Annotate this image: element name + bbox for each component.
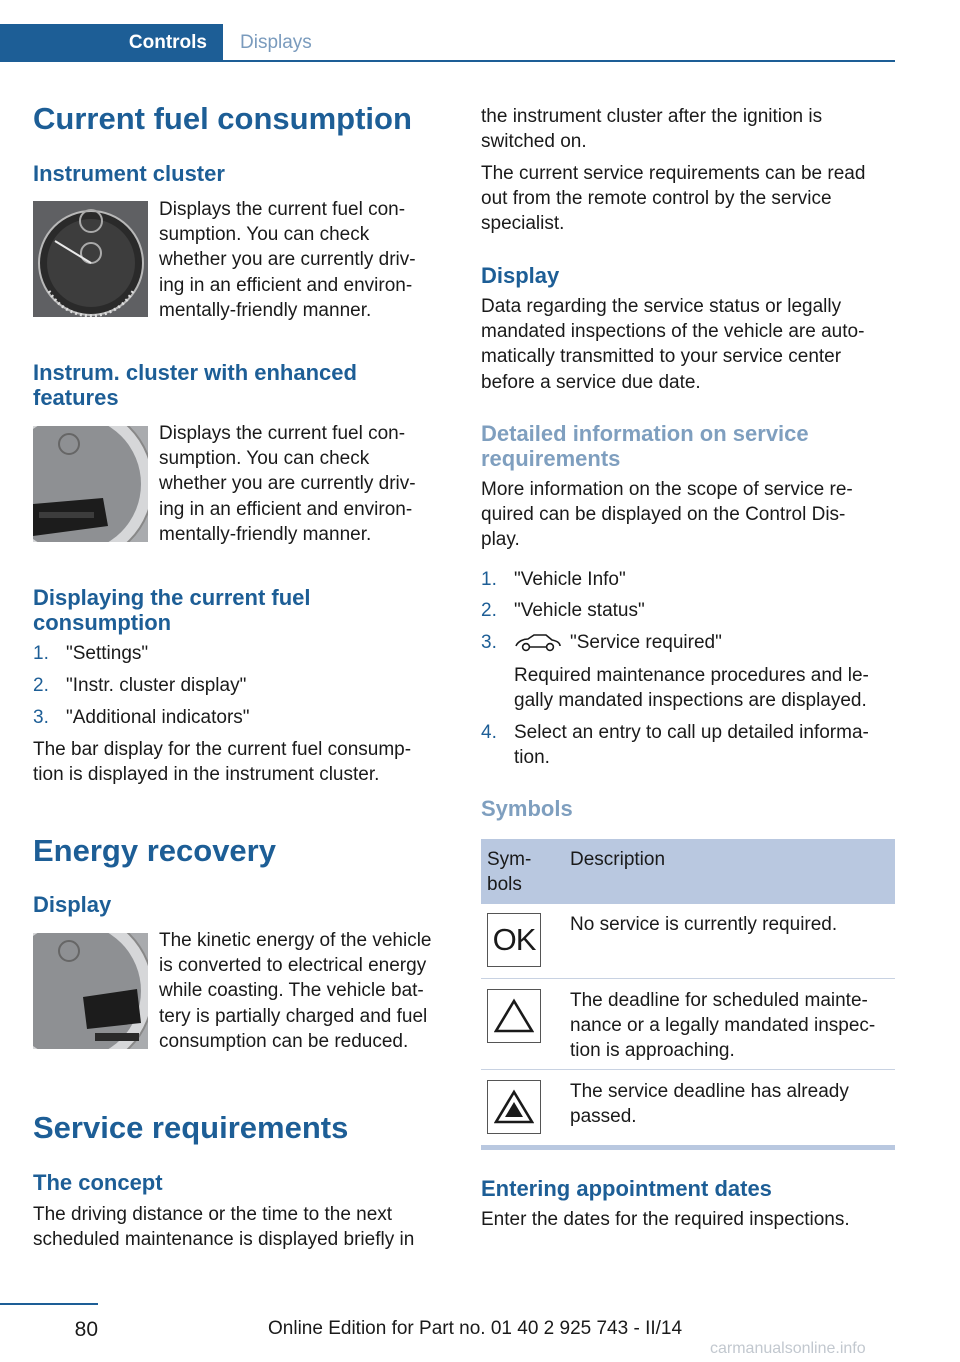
list-item bbox=[481, 567, 895, 593]
text-display: Data regarding the service status or legally mandated inspections of the vehicle are auto- matically transmitted to your service center before a service due date. bbox=[481, 296, 865, 393]
list-text: "Vehicle Info" bbox=[514, 569, 626, 590]
text-energy-recovery: The kinetic energy of the vehicle is converted to electrical energy while coasting. The vehicle bat- tery is partially charged and fuel consumption can be reduced. bbox=[159, 930, 432, 1052]
list-number: 2. bbox=[33, 675, 49, 696]
enhanced-cluster-image bbox=[33, 426, 148, 542]
heading-display: Display bbox=[481, 263, 560, 288]
car-icon bbox=[514, 632, 562, 659]
gauge-icon bbox=[33, 201, 148, 317]
list-text: "Instr. cluster display" bbox=[66, 675, 247, 696]
text-bar-display: The bar display for the current fuel consump- tion is displayed in the instrument cluster. bbox=[33, 739, 412, 786]
gauge-icon bbox=[33, 426, 148, 542]
heading-symbols: Symbols bbox=[481, 796, 573, 821]
list-number: 2. bbox=[481, 600, 497, 621]
list-number: 1. bbox=[481, 569, 497, 590]
list-text: "Vehicle status" bbox=[514, 600, 645, 621]
section-title-fuel: Current fuel consumption bbox=[33, 101, 412, 136]
column-header-description: Description bbox=[570, 849, 666, 870]
text-intro-2: The current service requirements can be read out from the remote control by the service specialist. bbox=[481, 163, 866, 235]
text-detailed-info: More information on the scope of service re- quired can be displayed on the Control Dis- play. bbox=[481, 479, 853, 551]
watermark: carmanualsonline.info bbox=[710, 1340, 866, 1357]
text-instrument-cluster: Displays the current fuel con- sumption. You can check whether you are currently driv- ing in an efficient and environ- mentally-friendly manner. bbox=[159, 199, 416, 321]
ok-label: OK bbox=[492, 922, 536, 957]
section-title-service: Service requirements bbox=[33, 1110, 349, 1145]
page-number-rule bbox=[0, 1303, 98, 1305]
list-number: 3. bbox=[33, 707, 49, 728]
text-item3-sub: Required maintenance procedures and le- gally mandated inspections are displayed. bbox=[514, 665, 869, 712]
heading-energy-display: Display bbox=[33, 892, 112, 917]
table-cell-description: No service is currently required. bbox=[570, 914, 838, 935]
tab-controls[interactable]: Controls bbox=[0, 24, 223, 62]
warning-triangle-icon bbox=[487, 989, 541, 1043]
list-item bbox=[33, 673, 448, 699]
table-cell-description: The deadline for scheduled mainte- nance or a legally mandated inspec- tion is approaching. bbox=[570, 990, 876, 1062]
heading-enhanced-cluster: Instrum. cluster with enhanced features bbox=[33, 360, 357, 410]
page-number: 80 bbox=[74, 1318, 98, 1341]
table-header bbox=[481, 839, 895, 904]
row-divider bbox=[481, 1069, 895, 1070]
text-intro-1: the instrument cluster after the ignition is switched on. bbox=[481, 106, 823, 153]
list-text: "Additional indicators" bbox=[66, 707, 250, 728]
list-number: 3. bbox=[481, 632, 497, 653]
energy-recovery-image bbox=[33, 933, 148, 1049]
footer-edition: Online Edition for Part no. 01 40 2 925 743 - II/14 bbox=[268, 1318, 683, 1339]
list-text: Select an entry to call up detailed informa- tion. bbox=[514, 722, 869, 769]
list-text: "Service required" bbox=[570, 632, 722, 653]
list-number: 4. bbox=[481, 722, 497, 743]
list-number: 1. bbox=[33, 643, 49, 664]
list-item bbox=[33, 705, 448, 731]
text-appointments: Enter the dates for the required inspections. bbox=[481, 1209, 850, 1230]
heading-displaying-fuel: Displaying the current fuel consumption bbox=[33, 585, 311, 635]
list-item bbox=[33, 641, 448, 667]
heading-detailed-info: Detailed information on service requirements bbox=[481, 421, 809, 471]
text-enhanced-cluster: Displays the current fuel con- sumption. You can check whether you are currently driv- ing in an efficient and environ- mentally-friendly manner. bbox=[159, 423, 416, 545]
tab-displays[interactable]: Displays bbox=[240, 32, 312, 53]
list-text: "Settings" bbox=[66, 643, 149, 664]
filled-warning-triangle-icon bbox=[487, 1080, 541, 1134]
list-item bbox=[481, 630, 895, 656]
column-header-symbols: Sym- bols bbox=[487, 849, 532, 895]
instrument-cluster-image bbox=[33, 201, 148, 317]
gauge-icon bbox=[33, 933, 148, 1049]
table-cell-description: The service deadline has already passed. bbox=[570, 1081, 849, 1128]
table-bottom-rule bbox=[481, 1145, 895, 1150]
header-rule bbox=[0, 60, 895, 62]
heading-appointments: Entering appointment dates bbox=[481, 1176, 772, 1201]
list-item bbox=[481, 720, 895, 772]
ok-icon bbox=[487, 913, 541, 967]
row-divider bbox=[481, 978, 895, 979]
text-concept: The driving distance or the time to the next scheduled maintenance is displayed briefly in bbox=[33, 1204, 415, 1251]
section-title-energy: Energy recovery bbox=[33, 833, 276, 868]
heading-instrument-cluster: Instrument cluster bbox=[33, 161, 225, 186]
heading-concept: The concept bbox=[33, 1170, 163, 1195]
list-item bbox=[481, 598, 895, 624]
